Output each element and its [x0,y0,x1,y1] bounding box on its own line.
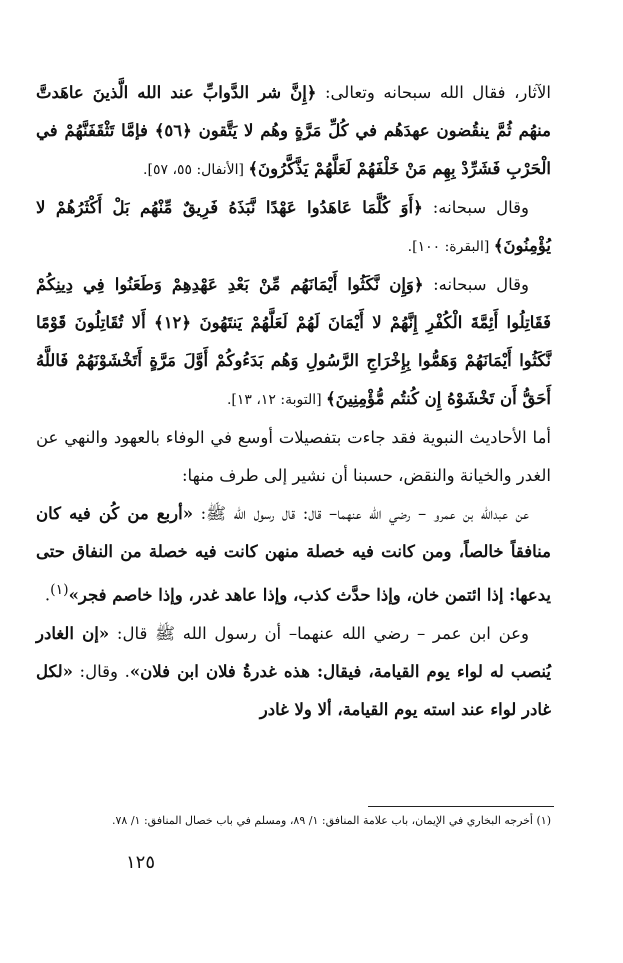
quran-verse: ﴿أَوَ كُلَّمَا عَاهَدُوا عَهْدًا نَّبَذَهُ فَرِيقٌ مِّنْهُم بَلْ أَكْثَرُهُمْ لا يُؤْمِنُونَ﴾ [36,198,551,255]
paragraph-intro: وقال سبحانه: [423,275,529,294]
hadith-2-paragraph [36,615,551,729]
footnote-divider [368,806,554,807]
hadith-intro: وعن ابن عمر – رضي الله عنهما– أن رسول الله ﷺ قال: [109,623,529,643]
quran-verse: ﴿وَإِن نَّكَثُوا أَيْمَانَهُم مِّنْ بَعْدِ عَهْدِهِمْ وَطَعَنُوا فِي دِينِكُمْ فَقَاتِلُوا أَئِمَّةَ الْكُفْرِ إِنَّهُمْ لا أَيْمَانَ لَهُمْ لَعَلَّهُمْ يَنتَهُونَ ﴿١٢﴾ أَلا تُقَاتِلُونَ قَوْمًا نَّكَثُوا أَيْمَانَهُمْ وَهَمُّوا بِإِخْرَاجِ الرَّسُولِ وَهُم بَدَءُوكُمْ أَوَّلَ مَرَّةٍ أَتَخْشَوْنَهُمْ فَاللَّهُ أَحَقُّ أَن تَخْشَوْهُ إِن كُنتُم مُّؤْمِنِينَ﴾ [36,275,551,408]
hadith-1-paragraph [36,495,551,615]
verse-reference: [الأنفال: ٥٥، ٥٧]. [143,162,249,178]
hadith-text-2: «لكل غادر لواء عند استه يوم القيامة، ألا ولا غادر [36,661,551,719]
verse-reference: [البقرة: ١٠٠]. [407,239,494,255]
quran-verse: ﴿إِنَّ شر الدَّوابِّ عند الله الَّذينَ عاهَدتَّ منهُم ثُمَّ ينقُضون عهدَهُم في كُلِّ مَرَّةٍ وهُم لا يَتَّقون ﴿٥٦﴾ فإمَّا تَثْقَفَنَّهُمْ في الْحَرْبِ فَشَرِّدْ بِهِم مَنْ خَلْفَهُمْ لَعَلَّهُمْ يَذَّكَّرُونَ﴾ [36,83,551,178]
hadith-intro: عن عبدالله بن عمرو – رضي الله عنهما– قال: قال رسول الله ﷺ: [193,504,529,523]
hadith-connector: . وقال: [72,661,130,681]
hadith-intro-paragraph: أما الأحاديث النبوية فقد جاءت بتفصيلات أوسع في الوفاء بالعهود والنهي عن الغدر والخيانة والنقض، حسبنا أن نشير إلى طرف منها: [36,428,551,485]
main-text [36,74,551,729]
paragraph-intro: وقال سبحانه: [422,198,529,217]
hadith-text: «أربع من كُن فيه كان منافقاً خالصاً، ومن كانت فيه خصلة منهن كانت فيه خصلة من النفاق حتى يدعها: إذا ائتمن خان، وإذا حدَّث كذب، وإذا عاهد غدر، وإذا خاصم فجر» [36,504,551,605]
hadith-end: . [44,585,51,605]
paragraph-anfal [36,74,551,189]
hadith-text: «إن الغادر يُنصب له لواء يوم القيامة، فيقال: هذه غدرةُ فلان ابن فلان» [36,623,552,681]
page-number: ١٢٥ [125,852,155,873]
paragraph-baqarah [36,189,551,266]
paragraph-tawbah [36,266,551,419]
verse-reference: [التوبة: ١٢، ١٣]. [226,392,327,408]
footnote-marker[interactable]: (١) [50,582,69,598]
footnote: (١) أخرجه البخاري في الإيمان، باب علامة المنافق: ١/ ٨٩، ومسلم في باب خصال المنافق: ١/ ٧٨. [112,814,551,827]
paragraph-intro: الآثار، فقال الله سبحانه وتعالى: [316,83,551,102]
